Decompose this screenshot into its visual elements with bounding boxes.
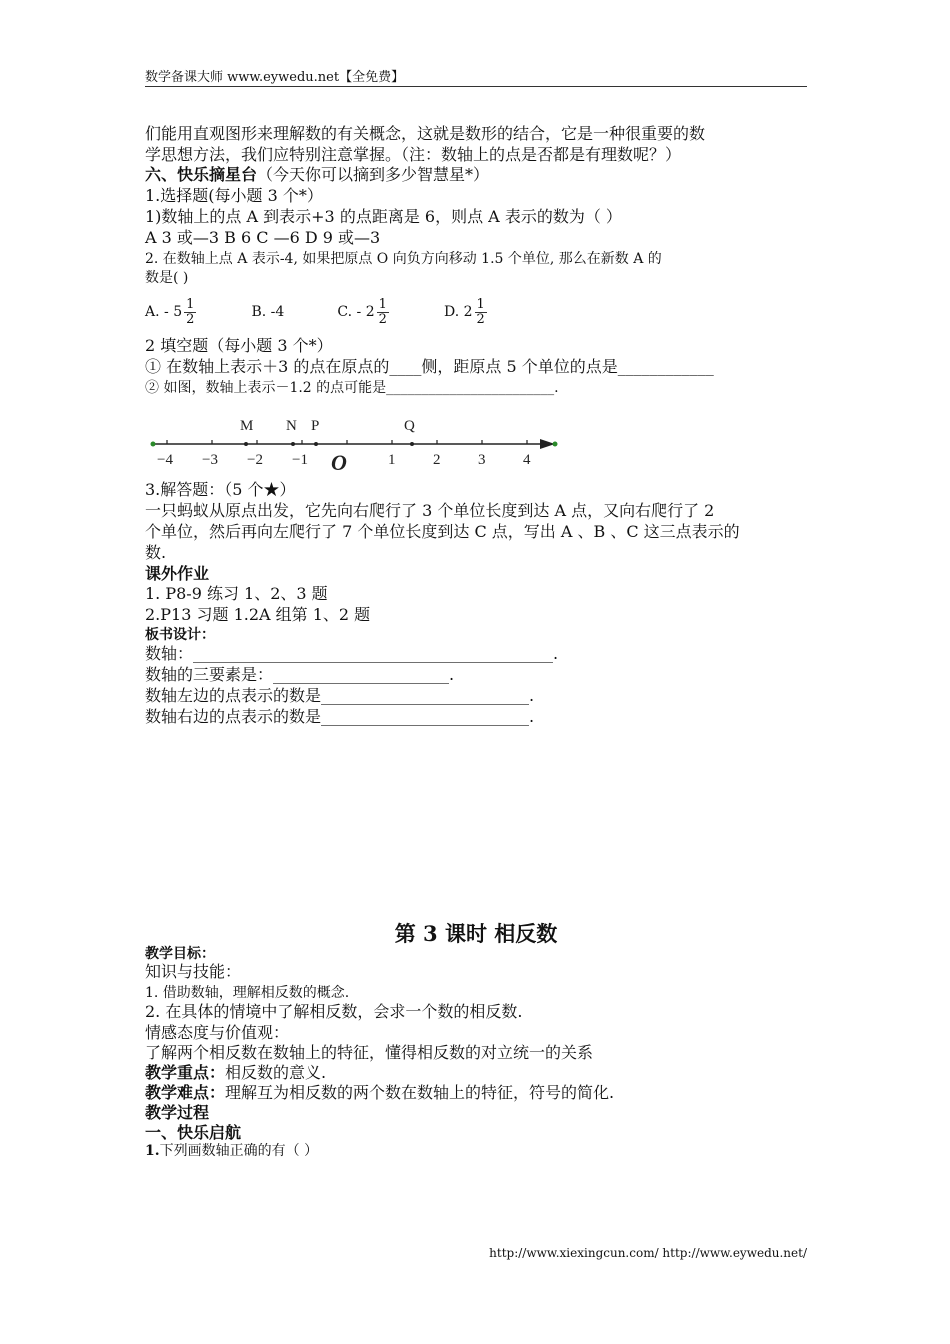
- board-line-2: 数轴的三要素是：______________________.: [145, 665, 455, 684]
- teaching-focus: 教学重点：相反数的意义.: [145, 1063, 327, 1082]
- label-n: N: [286, 418, 297, 434]
- homework-item-1: 1. P8-9 练习 1、2、3 题: [145, 584, 328, 603]
- option-c: C. - 2 $\frac{1}{2}$: [337, 296, 387, 327]
- option-b: B. -4: [251, 304, 285, 320]
- point-m: [244, 442, 248, 446]
- knowledge-item-2: 2. 在具体的情境中了解相反数，会求一个数的相反数.: [145, 1002, 523, 1021]
- axis-right-dot: [553, 442, 558, 447]
- board-heading: 板书设计：: [145, 627, 215, 643]
- tick-label: −1: [292, 452, 308, 468]
- point-n: [291, 442, 295, 446]
- label-m: M: [240, 418, 254, 434]
- fill-q2: ② 如图，数轴上表示－1.2 的点可能是________________________.: [145, 380, 559, 396]
- tick-label: −3: [202, 452, 218, 468]
- teaching-difficulty: 教学难点：理解互为相反数的两个数在数轴上的特征，符号的简化.: [145, 1083, 615, 1102]
- homework-heading: 课外作业: [145, 564, 210, 583]
- answer-line-3: 数.: [145, 543, 167, 562]
- tick-label: 3: [478, 452, 486, 468]
- homework-item-2: 2.P13 习题 1.2A 组第 1、2 题: [145, 605, 371, 624]
- label-p: P: [311, 418, 320, 434]
- section6-heading: [145, 165, 489, 185]
- page-header: 数学备课大师 www.eywedu.net【全免费】: [145, 66, 807, 87]
- knowledge-label: 知识与技能：: [145, 962, 242, 981]
- number-line-figure: [145, 410, 565, 474]
- tick-label: −2: [247, 452, 263, 468]
- option-a: A. - 5 $\frac{1}{2}$: [145, 296, 195, 327]
- origin-label: O: [331, 450, 347, 474]
- emotion-label: 情感态度与价值观：: [145, 1023, 290, 1042]
- tick-label: 2: [433, 452, 441, 468]
- tick-label: −4: [157, 452, 173, 468]
- choice-q2-line1: 2. 在数轴上点 A 表示-4, 如果把原点 O 向负方向移动 1.5 个单位, 那么在新数 A 的: [145, 251, 662, 267]
- board-line-4: 数轴右边的点表示的数是__________________________.: [145, 707, 535, 726]
- choice-q1-options: A 3 或—3 B 6 C —6 D 9 或—3: [145, 228, 381, 247]
- answer-heading: 3.解答题：（5 个★）: [145, 480, 296, 499]
- axis-left-dot: [151, 442, 156, 447]
- tick-label: 4: [523, 452, 531, 468]
- emotion-item: 了解两个相反数在数轴上的特征，懂得相反数的对立统一的关系: [145, 1043, 594, 1062]
- answer-line-1: 一只蚂蚁从原点出发，它先向右爬行了 3 个单位长度到达 A 点，又向右爬行了 2: [145, 501, 715, 520]
- choice-q1: 1)数轴上的点 A 到表示+3 的点距离是 6，则点 A 表示的数为（ ）: [145, 207, 622, 226]
- option-d: D. 2 $\frac{1}{2}$: [443, 296, 485, 327]
- answer-line-2: 个单位，然后再向左爬行了 7 个单位长度到达 C 点，写出 A 、B 、C 这三点表示的: [145, 522, 740, 541]
- fill-heading: 2 填空题（每小题 3 个*）: [145, 336, 333, 355]
- board-line-3: 数轴左边的点表示的数是__________________________.: [145, 686, 535, 705]
- section6-subtitle: （今天你可以摘到多少智慧星*）: [257, 165, 490, 184]
- intro-line-1: 们能用直观图形来理解数的有关概念，这就是数形的结合，它是一种很重要的数: [145, 124, 706, 143]
- tick-label: 1: [388, 452, 396, 468]
- question-1: 1.下列画数轴正确的有（ ）: [145, 1143, 319, 1159]
- knowledge-item-1: 1. 借助数轴，理解相反数的概念.: [145, 985, 350, 1001]
- label-q: Q: [404, 418, 415, 434]
- process-heading: 教学过程: [145, 1103, 210, 1122]
- intro-line-2: 学思想方法，我们应特别注意掌握。（注：数轴上的点是否都是有理数呢？）: [145, 145, 682, 164]
- goals-heading: 教学目标：: [145, 946, 215, 962]
- choice-q2-options: [145, 290, 537, 333]
- lesson-title: 第 3 课时 相反数: [394, 921, 558, 946]
- page-footer: http://www.xiexingcun.com/ http://www.eywedu.net/: [489, 1246, 807, 1260]
- point-p: [314, 442, 318, 446]
- point-q: [410, 442, 414, 446]
- fill-q1: ① 在数轴上表示＋3 的点在原点的____侧，距原点 5 个单位的点是____________: [145, 357, 714, 376]
- section6-title: 六、快乐摘星台: [145, 165, 258, 184]
- part1-heading: 一、快乐启航: [145, 1123, 242, 1142]
- choice-heading: 1.选择题(每小题 3 个*）: [145, 186, 323, 205]
- board-line-1: 数轴：_____________________________________________.: [145, 644, 559, 663]
- choice-q2-line2: 数是( ): [145, 270, 189, 286]
